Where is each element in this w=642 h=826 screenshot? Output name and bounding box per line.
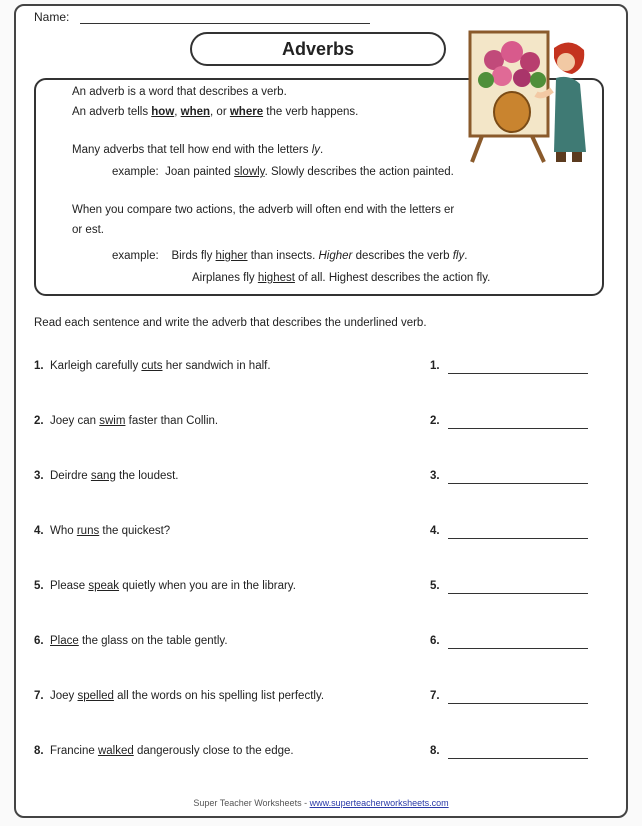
info-sep-2: , or (210, 106, 230, 118)
sentence-pre: Who (50, 525, 77, 537)
info-line-4: When you compare two actions, the adverb will often end with the letters er (72, 204, 455, 216)
keyword-where: where (229, 106, 264, 118)
underlined-verb: swim (99, 415, 126, 427)
answer-blank[interactable] (448, 758, 588, 759)
question-number: 7. (34, 690, 44, 702)
sentence-post: the glass on the table gently. (78, 635, 228, 647)
example-2-label: example: (112, 250, 159, 262)
footer-brand: Super Teacher Worksheets - (193, 798, 310, 808)
answer-blank[interactable] (448, 593, 588, 594)
answer-blank[interactable] (448, 483, 588, 484)
name-field-line[interactable] (80, 23, 370, 24)
example-2-adverb: higher (215, 250, 248, 262)
underlined-verb: sang (90, 470, 116, 482)
answer-number: 2. (430, 415, 440, 427)
answer-blank[interactable] (448, 373, 588, 374)
answer-blank[interactable] (448, 428, 588, 429)
answer-number: 7. (430, 690, 440, 702)
question-sentence (50, 635, 228, 647)
example-3 (192, 272, 490, 284)
answer-blank[interactable] (448, 648, 588, 649)
answer-blank[interactable] (448, 538, 588, 539)
question-row (34, 580, 594, 596)
info-line-2-pre: An adverb tells (72, 106, 152, 118)
underlined-verb: speak (88, 580, 120, 592)
answer-number: 6. (430, 635, 440, 647)
question-sentence (50, 690, 324, 702)
info-line-3-post: . (320, 144, 324, 156)
example-3-pre: Airplanes fly (192, 272, 258, 284)
underlined-verb: walked (97, 745, 134, 757)
page-title (190, 32, 446, 66)
sentence-post: the loudest. (115, 470, 179, 482)
question-row (34, 635, 594, 651)
footer-link[interactable]: www.superteacherworksheets.com (309, 798, 449, 808)
footer (0, 798, 642, 808)
underlined-verb: runs (76, 525, 100, 537)
painter-illustration (462, 28, 592, 164)
sentence-post: faster than Collin. (125, 415, 219, 427)
example-1-adverb: slowly (234, 166, 265, 178)
question-sentence (50, 745, 294, 757)
question-number: 6. (34, 635, 44, 647)
question-number: 2. (34, 415, 44, 427)
info-line-3-pre: Many adverbs that tell how end with the letters (72, 144, 312, 156)
info-line-2-post: the verb happens. (263, 106, 359, 118)
sentence-post: all the words on his spelling list perfectly. (113, 690, 325, 702)
keyword-when: when (180, 106, 211, 118)
keyword-how: how (151, 106, 175, 118)
info-line-2 (72, 106, 358, 118)
sentence-pre: Joey can (50, 415, 100, 427)
question-sentence (50, 415, 218, 427)
underlined-verb: cuts (141, 360, 163, 372)
answer-blank[interactable] (448, 703, 588, 704)
question-row (34, 690, 594, 706)
example-2-mid: than insects. (247, 250, 319, 262)
example-2-higher: Higher (318, 250, 353, 262)
example-2-desc: describes the verb (352, 250, 453, 262)
question-sentence (50, 525, 170, 537)
example-2-verb: fly (452, 250, 465, 262)
instructions: Read each sentence and write the adverb that describes the underlined verb. (34, 317, 427, 329)
example-1-pre: Joan painted (165, 166, 235, 178)
sentence-post: quietly when you are in the library. (119, 580, 296, 592)
sentence-pre: Please (50, 580, 89, 592)
question-number: 8. (34, 745, 44, 757)
example-1 (112, 166, 454, 178)
example-2-end: . (464, 250, 468, 262)
answer-number: 5. (430, 580, 440, 592)
suffix-ly: ly (311, 144, 321, 156)
question-number: 3. (34, 470, 44, 482)
sentence-post: her sandwich in half. (162, 360, 271, 372)
info-line-1: An adverb is a word that describes a verb. (72, 86, 287, 98)
question-number: 4. (34, 525, 44, 537)
info-line-3 (72, 144, 323, 156)
question-sentence (50, 360, 271, 372)
question-row (34, 360, 594, 376)
sentence-post: dangerously close to the edge. (133, 745, 294, 757)
example-1-label: example: (112, 166, 159, 178)
sentence-pre: Francine (50, 745, 98, 757)
question-row (34, 745, 594, 761)
sentence-post: the quickest? (99, 525, 171, 537)
question-number: 5. (34, 580, 44, 592)
question-sentence (50, 580, 296, 592)
answer-number: 4. (430, 525, 440, 537)
info-sep-1: , (174, 106, 181, 118)
question-row (34, 415, 594, 431)
question-number: 1. (34, 360, 44, 372)
example-2-pre: Birds fly (171, 250, 216, 262)
underlined-verb: spelled (77, 690, 114, 702)
example-3-desc: of all. Highest describes the action fly. (294, 272, 491, 284)
answer-number: 1. (430, 360, 440, 372)
question-row (34, 525, 594, 541)
title-text: Adverbs (281, 38, 355, 59)
example-3-adverb: highest (257, 272, 295, 284)
info-line-5: or est. (72, 224, 104, 236)
example-1-desc: . Slowly describes the action painted. (264, 166, 454, 178)
sentence-pre: Joey (50, 690, 78, 702)
answer-number: 8. (430, 745, 440, 757)
underlined-verb: Place (50, 635, 79, 647)
question-sentence (50, 470, 179, 482)
example-2 (112, 250, 467, 262)
question-row (34, 470, 594, 486)
sentence-pre: Deirdre (50, 470, 91, 482)
name-label: Name: (34, 10, 70, 24)
answer-number: 3. (430, 470, 440, 482)
sentence-pre: Karleigh carefully (50, 360, 142, 372)
